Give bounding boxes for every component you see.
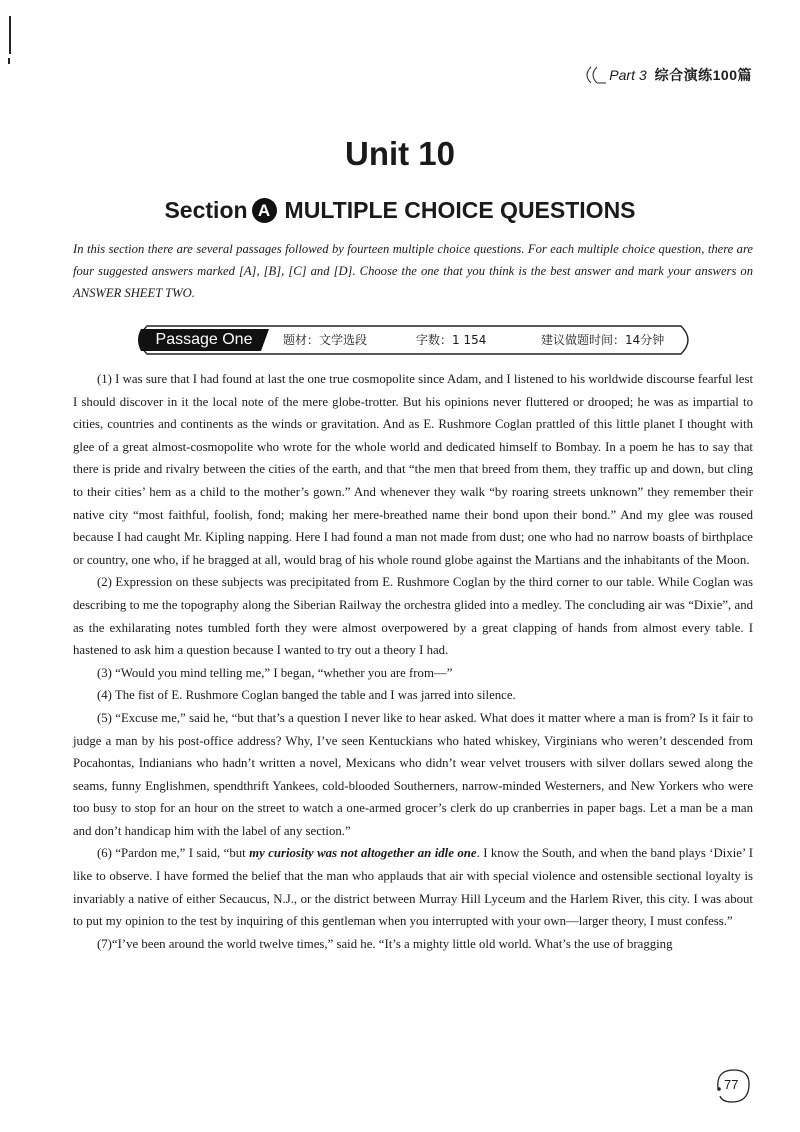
passage-body — [73, 368, 753, 955]
part-label: Part 3 — [609, 67, 647, 83]
paragraph-6 — [73, 842, 753, 932]
margin-rule — [9, 16, 11, 54]
passage-suggested-time: 建议做题时间：14分钟 — [541, 333, 665, 347]
passage-word-count: 字数：1 154 — [416, 333, 487, 347]
paragraph-6-emphasis: my curiosity was not altogether an idle one — [249, 846, 477, 861]
paragraph-7: (7)“I’ve been around the world twelve times,” said he. “It’s a mighty little old world. What’s the use of bragging — [97, 936, 673, 951]
page-number-badge — [712, 1066, 754, 1106]
paragraph-6-lead: (6) “Pardon me,” I said, “but — [97, 846, 250, 861]
paragraph-2: (2) Expression on these subjects was precipitated from E. Rushmore Coglan by the third corner to our table. While Coglan was describing to me the topography along the Siberian Railway the orchestra glided into a medley. The concluding air was “Dixie”, and as the exhilarating notes tumbled forth they were almost overpowered by a great clapping of hands from almost every table. I hastened to ask him a question because I wanted to try out a theory I had. — [73, 575, 753, 658]
part-title: 综合演练100篇 — [654, 67, 752, 83]
paragraph-6-rest: . I know the South, and when the band plays ‘Dixie’ I like to observe. I have formed the belief that the man who applauds that air with special violence and ostensible sectional loyalty is invariably a native of either Secaucus, N.J., or the district between Murray Hill Lyceum and the Harlem River, this city. I was about to put my opinion to the test by inquiring of this gentleman when you interrupted with your own—larger theory, I must confess.” — [73, 846, 753, 929]
part-swirl-icon — [581, 64, 607, 86]
passage-genre: 题材：文学选段 — [283, 333, 368, 347]
paragraph-1: (1) I was sure that I had found at last the one true cosmopolite since Adam, and I listened to his worldwide discourse fearful lest I should discover in it the local note of the mere globe-trotter. But his opinions never fluttered or drooped; he was as impartial to cities, countries and continents as the winds or gravitation. And as E. Rushmore Coglan prattled of this little planet I thought with glee of a great almost-cosmopolite who wrote for the whole world and dedicated himself to Bombay. In a poem he has to say that there is pride and rivalry between the cities of the earth, and that “the men that breed from them, they traffic up and down, but cling to their cities’ hem as a child to the mother’s gown.” And whenever they walk “by roaring streets unknown” they remember their native city “most faithful, foolish, fond; making her mere-breathed name their bond upon their bond.” And my glee was roused because I had caught Mr. Kipling napping. Here I had found a man not made from dust; one who had no narrow boasts of birthplace or country, one who, if he bragged at all, would brag of his whole round globe against the Martians and the inhabitants of the Moon. — [73, 372, 753, 567]
margin-tick — [8, 58, 10, 64]
section-title: MULTIPLE CHOICE QUESTIONS — [284, 197, 636, 223]
instructions: In this section there are several passages followed by fourteen multiple choice questions. For each multiple choice question, there are four suggested answers marked [A], [B], [C] and [D]. Choose the one that you think is the best answer and mark your answers on ANSWER SHEET TWO. — [73, 242, 753, 300]
section-badge: A — [252, 198, 277, 223]
paragraph-3: (3) “Would you mind telling me,” I began, “whether you are from—” — [97, 665, 453, 680]
paragraph-4: (4) The fist of E. Rushmore Coglan banged the table and I was jarred into silence. — [97, 688, 516, 703]
unit-title: Unit 10 — [344, 135, 456, 172]
passage-label: Passage One — [155, 331, 253, 348]
paragraph-5: (5) “Excuse me,” said he, “but that’s a question I never like to hear asked. What does it matter where a man is from? Is it fair to judge a man by his post-office address? Why, I’ve seen Kentuckians who hated whiskey, Virginians who weren’t descended from Pocahontas, Indianians who hadn’t written a novel, Mexicans who didn’t wear velvet trousers with silver dollars sewed along the seams, funny Englishmen, spendthrift Yankees, cold-blooded Southerners, narrow-minded Westerners, and New Yorkers who were too busy to stop for an hour on the street to watch a one-armed grocer’s clerk do up cranberries in paper bags. Let a man be a man and don’t handicap him with the label of any section.” — [73, 710, 753, 838]
passage-info-bar — [133, 325, 696, 355]
section-heading — [0, 197, 800, 224]
page-number: 77 — [724, 1077, 739, 1092]
running-head — [581, 64, 752, 86]
section-label: Section — [164, 197, 248, 223]
